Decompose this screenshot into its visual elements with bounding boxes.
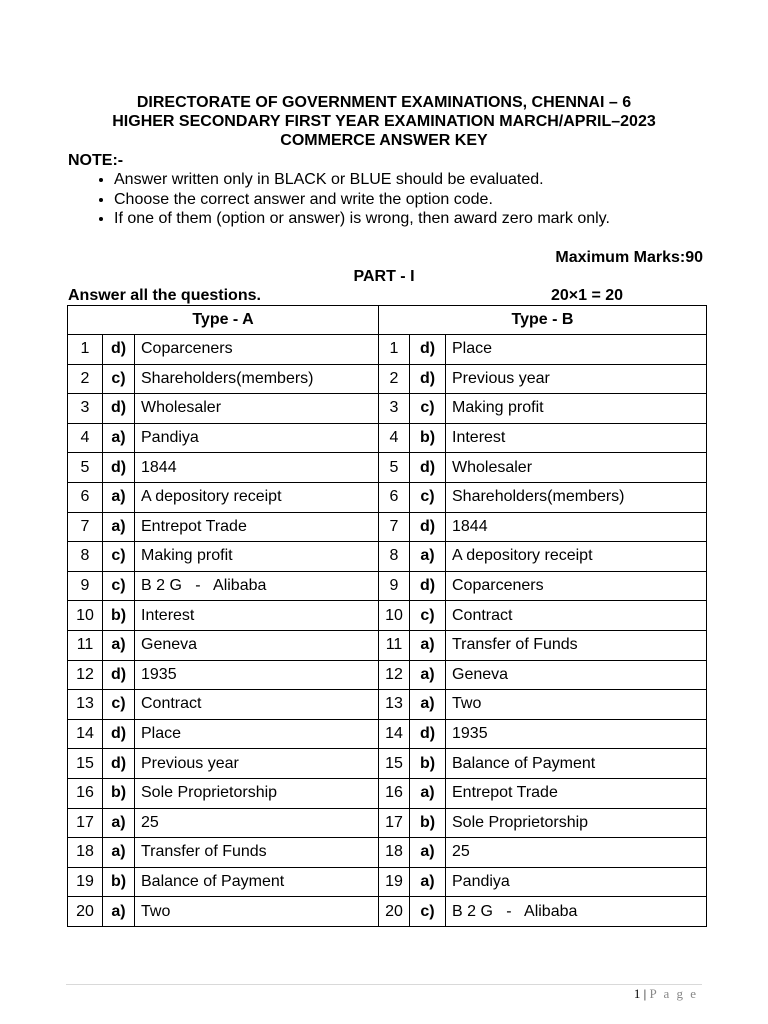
type-b-option: d) bbox=[410, 364, 446, 394]
header-title-line-3: COMMERCE ANSWER KEY bbox=[280, 132, 488, 149]
type-a-answer: Two bbox=[135, 897, 379, 927]
table-row bbox=[68, 512, 707, 542]
type-b-option: b) bbox=[410, 808, 446, 838]
type-b-question-number: 8 bbox=[379, 542, 410, 572]
table-row bbox=[68, 423, 707, 453]
type-b-question-number: 11 bbox=[379, 630, 410, 660]
table-row bbox=[68, 778, 707, 808]
type-b-option: a) bbox=[410, 542, 446, 572]
type-a-answer: Making profit bbox=[135, 542, 379, 572]
type-a-question-number: 11 bbox=[68, 630, 103, 660]
marks-formula: 20×1 = 20 bbox=[551, 287, 624, 304]
type-b-question-number: 9 bbox=[379, 571, 410, 601]
type-b-answer: 1844 bbox=[446, 512, 707, 542]
type-a-header: Type - A bbox=[68, 306, 379, 335]
type-b-option: a) bbox=[410, 630, 446, 660]
table-row bbox=[68, 838, 707, 868]
page-footer bbox=[634, 986, 698, 1002]
type-a-answer: Previous year bbox=[135, 749, 379, 779]
type-b-question-number: 17 bbox=[379, 808, 410, 838]
type-a-question-number: 8 bbox=[68, 542, 103, 572]
header-title-line-2: HIGHER SECONDARY FIRST YEAR EXAMINATION MARCH/APRIL–2023 bbox=[112, 113, 656, 130]
type-b-question-number: 7 bbox=[379, 512, 410, 542]
type-a-option: a) bbox=[103, 838, 135, 868]
type-b-answer: 25 bbox=[446, 838, 707, 868]
type-a-option: d) bbox=[103, 335, 135, 365]
type-b-option: a) bbox=[410, 778, 446, 808]
type-a-answer: Wholesaler bbox=[135, 394, 379, 424]
type-b-answer: Shareholders(members) bbox=[446, 482, 707, 512]
note-item: • Answer written only in BLACK or BLUE should be evaluated. bbox=[114, 170, 610, 190]
type-b-option: a) bbox=[410, 838, 446, 868]
type-a-option: a) bbox=[103, 808, 135, 838]
type-b-answer: Contract bbox=[446, 601, 707, 631]
table-row bbox=[68, 601, 707, 631]
type-b-answer: Entrepot Trade bbox=[446, 778, 707, 808]
type-a-option: a) bbox=[103, 512, 135, 542]
type-a-option: b) bbox=[103, 778, 135, 808]
type-a-question-number: 9 bbox=[68, 571, 103, 601]
type-b-option: a) bbox=[410, 690, 446, 720]
type-b-question-number: 10 bbox=[379, 601, 410, 631]
part-heading: PART - I bbox=[353, 268, 415, 285]
type-a-question-number: 4 bbox=[68, 423, 103, 453]
type-a-option: c) bbox=[103, 690, 135, 720]
type-b-answer: Making profit bbox=[446, 394, 707, 424]
type-a-question-number: 10 bbox=[68, 601, 103, 631]
type-b-answer: B 2 G - Alibaba bbox=[446, 897, 707, 927]
type-b-question-number: 13 bbox=[379, 690, 410, 720]
table-row bbox=[68, 660, 707, 690]
type-a-question-number: 7 bbox=[68, 512, 103, 542]
type-a-answer: Place bbox=[135, 719, 379, 749]
type-b-option: a) bbox=[410, 660, 446, 690]
table-row bbox=[68, 482, 707, 512]
type-a-answer: Transfer of Funds bbox=[135, 838, 379, 868]
table-header-row bbox=[68, 306, 707, 335]
type-a-option: d) bbox=[103, 394, 135, 424]
type-b-question-number: 4 bbox=[379, 423, 410, 453]
footer-divider bbox=[66, 984, 702, 985]
type-b-answer: Geneva bbox=[446, 660, 707, 690]
type-a-option: b) bbox=[103, 601, 135, 631]
type-a-question-number: 16 bbox=[68, 778, 103, 808]
type-a-question-number: 6 bbox=[68, 482, 103, 512]
type-b-answer: A depository receipt bbox=[446, 542, 707, 572]
type-b-question-number: 5 bbox=[379, 453, 410, 483]
type-b-question-number: 6 bbox=[379, 482, 410, 512]
type-b-option: b) bbox=[410, 423, 446, 453]
type-b-answer: Balance of Payment bbox=[446, 749, 707, 779]
type-b-question-number: 18 bbox=[379, 838, 410, 868]
type-a-answer: Balance of Payment bbox=[135, 867, 379, 897]
table-row bbox=[68, 719, 707, 749]
type-b-answer: Previous year bbox=[446, 364, 707, 394]
type-a-option: b) bbox=[103, 867, 135, 897]
note-list bbox=[66, 170, 610, 229]
table-row bbox=[68, 867, 707, 897]
type-a-option: d) bbox=[103, 453, 135, 483]
type-b-answer: Coparceners bbox=[446, 571, 707, 601]
type-b-question-number: 16 bbox=[379, 778, 410, 808]
type-a-answer: Shareholders(members) bbox=[135, 364, 379, 394]
type-b-question-number: 20 bbox=[379, 897, 410, 927]
note-item: • If one of them (option or answer) is wrong, then award zero mark only. bbox=[114, 209, 610, 229]
table-row bbox=[68, 335, 707, 365]
type-b-option: d) bbox=[410, 571, 446, 601]
type-b-answer: Sole Proprietorship bbox=[446, 808, 707, 838]
type-a-answer: Pandiya bbox=[135, 423, 379, 453]
type-b-option: d) bbox=[410, 512, 446, 542]
type-b-option: c) bbox=[410, 482, 446, 512]
type-a-question-number: 13 bbox=[68, 690, 103, 720]
type-a-option: c) bbox=[103, 364, 135, 394]
table-row bbox=[68, 630, 707, 660]
instruction-text: Answer all the questions. bbox=[68, 287, 261, 304]
page-number: 1 bbox=[633, 986, 641, 1001]
type-a-option: c) bbox=[103, 571, 135, 601]
table-row bbox=[68, 542, 707, 572]
type-b-option: d) bbox=[410, 453, 446, 483]
type-b-answer: Interest bbox=[446, 423, 707, 453]
type-b-answer: Wholesaler bbox=[446, 453, 707, 483]
type-a-question-number: 12 bbox=[68, 660, 103, 690]
type-b-option: a) bbox=[410, 867, 446, 897]
table-row bbox=[68, 808, 707, 838]
type-a-question-number: 15 bbox=[68, 749, 103, 779]
type-b-option: c) bbox=[410, 897, 446, 927]
type-a-option: a) bbox=[103, 482, 135, 512]
type-a-option: d) bbox=[103, 749, 135, 779]
type-a-answer: Interest bbox=[135, 601, 379, 631]
type-a-question-number: 20 bbox=[68, 897, 103, 927]
type-a-option: c) bbox=[103, 542, 135, 572]
type-a-option: a) bbox=[103, 897, 135, 927]
type-a-answer: 1844 bbox=[135, 453, 379, 483]
footer-separator: | bbox=[640, 986, 650, 1001]
type-a-question-number: 3 bbox=[68, 394, 103, 424]
type-a-question-number: 1 bbox=[68, 335, 103, 365]
type-b-answer: 1935 bbox=[446, 719, 707, 749]
note-heading: NOTE:- bbox=[68, 152, 124, 169]
type-a-answer: 1935 bbox=[135, 660, 379, 690]
type-a-question-number: 17 bbox=[68, 808, 103, 838]
type-b-option: b) bbox=[410, 749, 446, 779]
table-row bbox=[68, 571, 707, 601]
type-a-answer: Coparceners bbox=[135, 335, 379, 365]
type-b-question-number: 2 bbox=[379, 364, 410, 394]
header-title-line-1: DIRECTORATE OF GOVERNMENT EXAMINATIONS, CHENNAI – 6 bbox=[136, 94, 632, 111]
type-b-option: c) bbox=[410, 601, 446, 631]
type-b-option: c) bbox=[410, 394, 446, 424]
table-row bbox=[68, 749, 707, 779]
answer-key-table bbox=[67, 305, 707, 927]
type-b-answer: Place bbox=[446, 335, 707, 365]
maximum-marks: Maximum Marks:90 bbox=[555, 249, 703, 266]
table-row bbox=[68, 394, 707, 424]
type-b-answer: Transfer of Funds bbox=[446, 630, 707, 660]
type-a-answer: Contract bbox=[135, 690, 379, 720]
type-b-question-number: 1 bbox=[379, 335, 410, 365]
type-a-option: d) bbox=[103, 719, 135, 749]
type-a-question-number: 14 bbox=[68, 719, 103, 749]
type-a-question-number: 2 bbox=[68, 364, 103, 394]
type-b-question-number: 3 bbox=[379, 394, 410, 424]
type-a-question-number: 5 bbox=[68, 453, 103, 483]
type-b-question-number: 12 bbox=[379, 660, 410, 690]
type-a-option: d) bbox=[103, 660, 135, 690]
type-b-option: d) bbox=[410, 335, 446, 365]
table-row bbox=[68, 897, 707, 927]
page-label: P a g e bbox=[649, 986, 698, 1001]
type-b-question-number: 15 bbox=[379, 749, 410, 779]
type-b-question-number: 14 bbox=[379, 719, 410, 749]
type-b-answer: Two bbox=[446, 690, 707, 720]
table-row bbox=[68, 453, 707, 483]
type-a-answer: A depository receipt bbox=[135, 482, 379, 512]
type-a-answer: B 2 G - Alibaba bbox=[135, 571, 379, 601]
type-a-answer: 25 bbox=[135, 808, 379, 838]
table-row bbox=[68, 690, 707, 720]
type-a-answer: Entrepot Trade bbox=[135, 512, 379, 542]
type-a-answer: Geneva bbox=[135, 630, 379, 660]
type-a-option: a) bbox=[103, 423, 135, 453]
type-b-question-number: 19 bbox=[379, 867, 410, 897]
type-a-answer: Sole Proprietorship bbox=[135, 778, 379, 808]
note-item: • Choose the correct answer and write the option code. bbox=[114, 190, 610, 210]
type-a-question-number: 19 bbox=[68, 867, 103, 897]
table-row bbox=[68, 364, 707, 394]
type-b-answer: Pandiya bbox=[446, 867, 707, 897]
type-b-header: Type - B bbox=[379, 306, 707, 335]
type-b-option: d) bbox=[410, 719, 446, 749]
type-a-question-number: 18 bbox=[68, 838, 103, 868]
type-a-option: a) bbox=[103, 630, 135, 660]
